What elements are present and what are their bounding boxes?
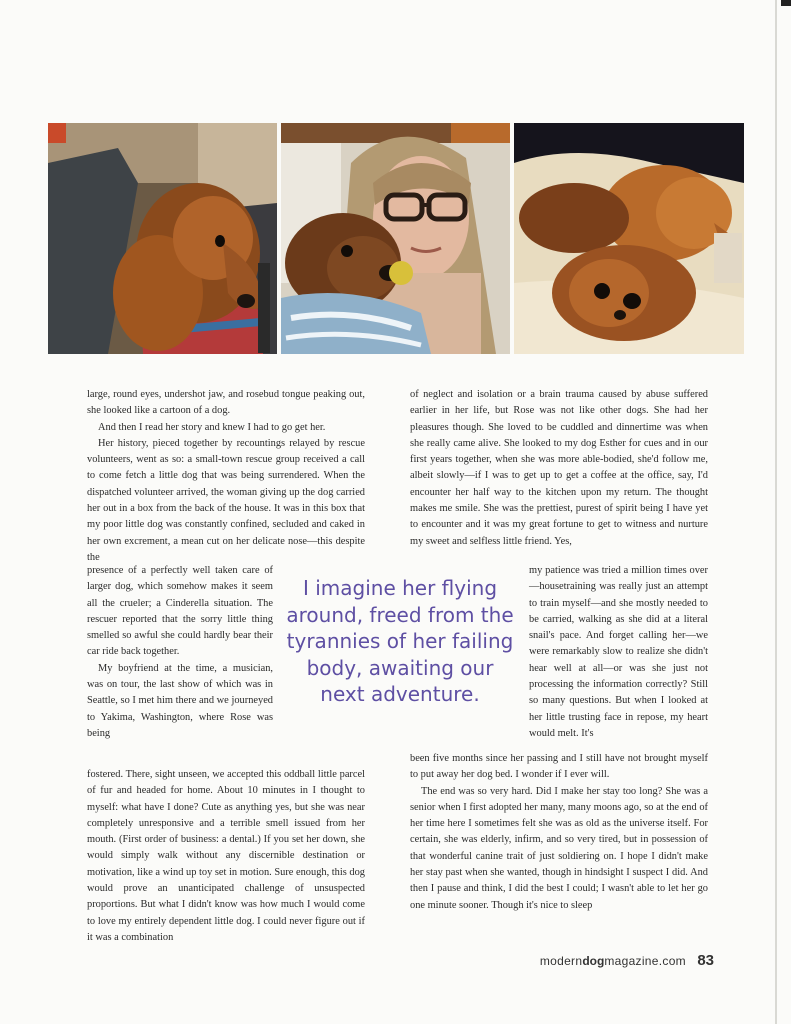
article-right-column-middle [529, 563, 708, 742]
paragraph: The end was so very hard. Did I make her stay too long? She was a senior when I first adopted her many, many moons ago, so at the end of her time here I sometimes felt she was as old as the universe itself. For certain, she was elderly, infirm, and so very tired, but in possession of that wonderful canine trait of just soldiering on. I hope I didn't make her stay past when she wanted, though in hindsight I suspect I did. And then I pause and think, I did the best I could; I wasn't able to let her go one minute sooner. Though it's nice to sleep [410, 785, 708, 911]
article-right-column-top [410, 387, 708, 550]
paragraph: of neglect and isolation or a brain trauma caused by abuse suffered earlier in her life, but Rose was not like other dogs. She had her pleasures though. She loved to be cuddled and dinnertime was when she really came alive. She looked to my dog Esther for cues and in our first years together, when she was more able-bodied, she'd follow me, albeit slowly—if I was to get up to get a coffee at the office, say, I'd encounter her half way to the kitchen upon my return. The thought makes me smile. She was the prettiest, purest of spirit being I have yet to encounter and it was my great fortune to get to witness and nurture my sweet and selfless little friend. Yes, [410, 389, 708, 547]
page-number: 83 [697, 952, 714, 969]
page-edge [775, 0, 777, 1024]
corner-mark [781, 0, 791, 6]
paragraph: Her history, pieced together by recountings relayed by rescue volunteers, went as so: a small-town rescue group received a call to come fetch a little dog that was being surrendered. When the dispatched volunteer arrived, the woman giving up the dog carried her out in a box from the back of the house. It was in this box that my poor little dog was constantly confined, secluded and caked in her own excrement, a mean cut on her delicate nose—this despite the [87, 437, 365, 563]
paragraph: my patience was tried a million times over—housetraining was really just an attempt to train myself—and she mostly needed to be carried, walking as she did at a literal snail's pace. And forget calling her—we were remarkably slow to realize she didn't hear well at all—or was she just not processing the information correctly? Still so many questions. But when I looked at her little trusting face in repose, my heart would melt. It's [529, 565, 708, 739]
photo-two-dogs-on-pillow [514, 123, 744, 354]
paragraph: been five months since her passing and I still have not brought myself to put away her dog bed. I wonder if I ever will. [410, 753, 708, 781]
paragraph: fostered. There, sight unseen, we accepted this oddball little parcel of fur and headed for home. About 10 minutes in I thought to myself: what have I done? Cute as anything yes, but she was near completely unresponsive and a terrible smell issued from her mouth. (First order of business: a dental.) If you set her down, she would simply walk without any discernible destination or motivation, like a wind up toy set in motion. Sure enough, this dog would prove an unanticipated challenge of unsuspected proportions. But what I didn't know was how much I would come to love my entirely dependent little dog. I could never figure out if it was a combination [87, 769, 365, 943]
paragraph: presence of a perfectly well taken care of larger dog, which somehow makes it seem all the crueler; a Cinderella situation. The rescuer reported that the sorry little thing smelled so awful she could hardly bear their car ride back together. [87, 565, 273, 658]
website-url-part: magazine.com [604, 954, 686, 968]
page-footer [540, 952, 714, 969]
article-left-column-top [87, 387, 365, 566]
website-url-part: dog [582, 954, 605, 968]
article-left-column-middle [87, 563, 273, 742]
article-right-column-bottom [410, 751, 708, 914]
website-url-part: modern [539, 954, 583, 968]
paragraph: My boyfriend at the time, a musician, was on tour, the last show of which was in Seattle, so I met him there and we journeyed to Yakima, Washington, where Rose was being [87, 662, 273, 739]
article-left-column-bottom [87, 767, 365, 946]
photo-dog-in-carrier [48, 123, 277, 354]
pull-quote: I imagine her flying around, freed from the tyrannies of her failing body, awaiting our next adventure. [286, 576, 514, 706]
photo-woman-holding-dog [281, 123, 510, 354]
paragraph: And then I read her story and knew I had to go get her. [98, 421, 326, 433]
paragraph: large, round eyes, undershot jaw, and rosebud tongue peaking out, she looked like a cartoon of a dog. [87, 389, 365, 417]
